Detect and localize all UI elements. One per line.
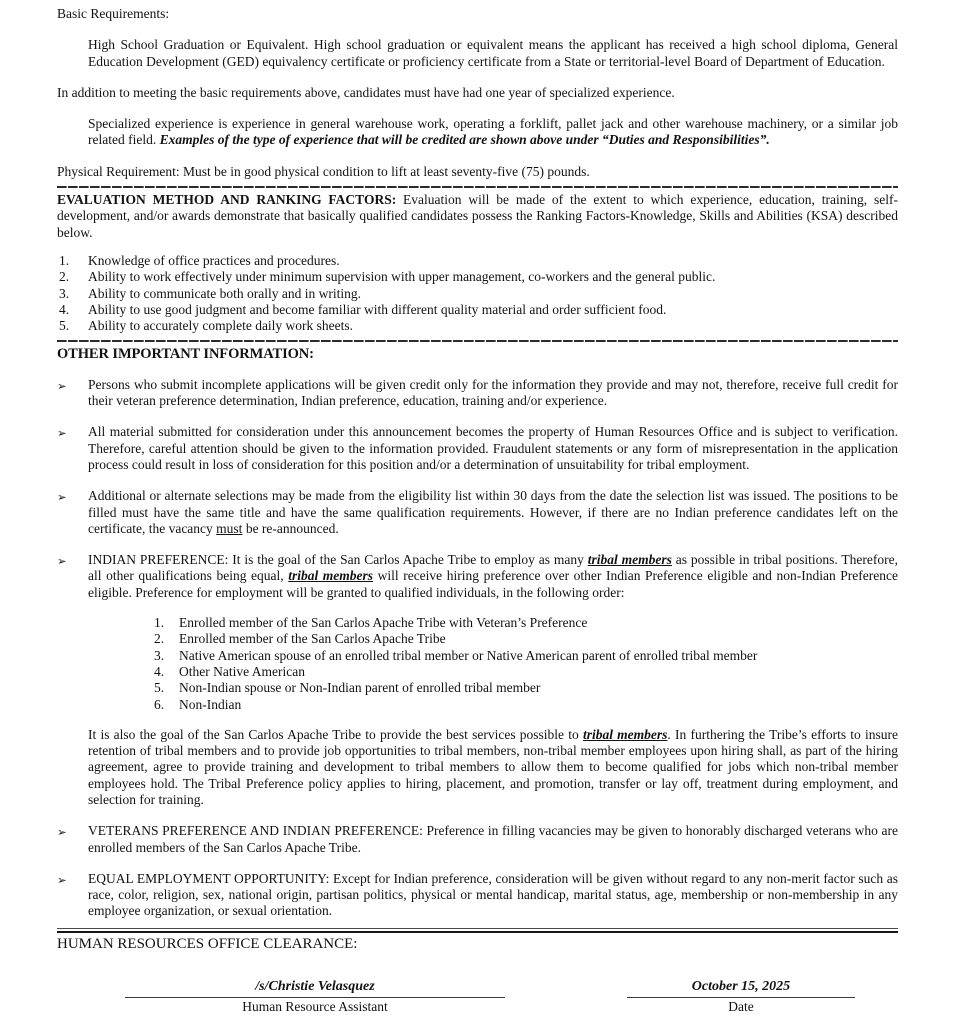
bullet-text: EQUAL EMPLOYMENT OPPORTUNITY: Except for Indian preference, consideration will be given without regard to any non-merit factor such as race, color, religion, sex, national origin, partisan politics, physical or mental handicap, marital status, age, membership or non-membership in any employee organization, or sexual orientation. bbox=[88, 870, 898, 919]
ranking-factor-item: Ability to accurately complete daily work sheets. bbox=[88, 318, 354, 334]
high-school-graduation-paragraph: High School Graduation or Equivalent. High school graduation or equivalent means the applicant has received a high school diploma, General Education Development (GED) equivalency certificate or proficiency certificate from a State or territorial-level Board of Department of Education. bbox=[88, 37, 898, 69]
in-addition-paragraph: In addition to meeting the basic requirements above, candidates must have had one year of specialized experience. bbox=[57, 84, 675, 100]
bullet-item-incomplete-applications bbox=[57, 377, 898, 410]
hr-office-clearance-heading: HUMAN RESOURCES OFFICE CLEARANCE: bbox=[57, 935, 358, 952]
signature-title-label: Human Resource Assistant bbox=[242, 999, 388, 1015]
tribal-members-goal-paragraph: It is also the goal of the San Carlos Apache Tribe to provide the best services possible to tribal members. In furthering the Tribe’s efforts to insure retention of tribal members and to provide job opportunities to tribal members, non-tribal member employees upon hiring shall, as part of the hiring agreement, agree to provide training and development to tribal members to allow them to become qualified for jobs which non-tribal member employees hold. The Tribal Preference policy applies to hiring, placement, and promotion, transfer or lay off, treatment during employment, and selection for training. bbox=[88, 726, 898, 807]
bullet-text: Persons who submit incomplete applications will be given credit only for the information they provide and may not, therefore, receive full credit for their veteran preference determination, Indian preference, education, training and/or experience. bbox=[88, 376, 898, 409]
bullet-item-material-submitted bbox=[57, 424, 898, 473]
bullet-text: Additional or alternate selections may be made from the eligibility list within 30 days from the date the selection list was issued. The positions to be filled must have the same title and have the same qualification requirements. However, if there are no Indian preference candidates left on the certificate, the vacancy must be re-announced. bbox=[88, 488, 898, 536]
bullet-item-indian-preference bbox=[57, 552, 898, 601]
basic-requirements-label: Basic Requirements: bbox=[57, 6, 170, 21]
date-block bbox=[627, 979, 855, 1016]
ranking-factor-item: Ability to communicate both orally and in writing. bbox=[88, 285, 361, 301]
preference-order-item: Native American spouse of an enrolled tribal member or Native American parent of enrolled tribal member bbox=[179, 647, 758, 663]
clearance-divider bbox=[57, 928, 898, 933]
date-value: October 15, 2025 bbox=[627, 979, 855, 998]
bullet-text: All material submitted for consideration under this announcement becomes the property of Human Resources Office and is subject to verification. Therefore, careful attention should be given to the information provided. Fraudulent statements or any form of misrepresentation in the application process could result in loss of consideration for this position and/or a determination of unsuitability for tribal employment. bbox=[88, 424, 898, 472]
section-divider bbox=[57, 186, 898, 188]
physical-requirement-paragraph: Physical Requirement: Must be in good physical condition to lift at least seventy-five (75) pounds. bbox=[57, 163, 590, 179]
arrow-bullet-icon: ➢ bbox=[57, 554, 67, 569]
ranking-factor-item: Ability to work effectively under minimum supervision with upper management, co-workers and the general public. bbox=[88, 269, 716, 285]
specialized-experience-paragraph: Specialized experience is experience in general warehouse work, operating a forklift, pallet jack and other warehouse machinery, or a similar job related field. Examples of the type of experience that will be credited are shown above under “Duties and Responsibilities”. bbox=[88, 116, 898, 148]
bullet-item-alternate-selections bbox=[57, 488, 898, 537]
other-important-information-heading: OTHER IMPORTANT INFORMATION: bbox=[57, 346, 314, 363]
bullet-text: VETERANS PREFERENCE AND INDIAN PREFERENCE: Preference in filling vacancies may be given to honorably discharged veterans who are enrolled members of the San Carlos Apache Tribe. bbox=[88, 823, 898, 855]
bullet-text: INDIAN PREFERENCE: It is the goal of the San Carlos Apache Tribe to employ as many tribal members as possible in tribal positions. Therefore, all other qualifications being equal, tribal members will receive hiring preference over other Indian Preference eligible and non-Indian Preference eligible. Preference for employment will be granted to qualified individuals, in the following order: bbox=[88, 552, 899, 600]
arrow-bullet-icon: ➢ bbox=[57, 872, 67, 887]
bullet-item-equal-employment bbox=[57, 871, 898, 920]
preference-order-item: Enrolled member of the San Carlos Apache Tribe with Veteran’s Preference bbox=[179, 615, 588, 631]
bullet-item-veterans-preference bbox=[57, 823, 898, 856]
arrow-bullet-icon: ➢ bbox=[57, 378, 67, 393]
ranking-factors-list bbox=[57, 253, 898, 334]
preference-order-item: Non-Indian bbox=[179, 696, 242, 712]
preference-order-item: Other Native American bbox=[179, 663, 305, 679]
preference-order-list bbox=[154, 615, 898, 713]
signature-block bbox=[125, 979, 505, 1016]
date-label: Date bbox=[728, 999, 754, 1015]
preference-order-item: Enrolled member of the San Carlos Apache Tribe bbox=[179, 631, 446, 647]
evaluation-method-paragraph: EVALUATION METHOD AND RANKING FACTORS: Evaluation will be made of the extent to which experience, education, training, self-development, and/or awards demonstrate that basically qualified candidates possess the Ranking Factors-Knowledge, Skills and Abilities (KSA) described below. bbox=[57, 192, 898, 240]
arrow-bullet-icon: ➢ bbox=[57, 426, 67, 441]
arrow-bullet-icon: ➢ bbox=[57, 490, 67, 505]
arrow-bullet-icon: ➢ bbox=[57, 825, 67, 840]
ranking-factor-item: Ability to use good judgment and become familiar with different quality material and order sufficient food. bbox=[88, 301, 667, 317]
ranking-factor-item: Knowledge of office practices and procedures. bbox=[88, 252, 340, 268]
signature-row bbox=[57, 979, 898, 1016]
preference-order-item: Non-Indian spouse or Non-Indian parent of enrolled tribal member bbox=[179, 680, 541, 696]
signature-name: /s/Christie Velasquez bbox=[125, 979, 505, 998]
section-divider bbox=[57, 340, 898, 342]
